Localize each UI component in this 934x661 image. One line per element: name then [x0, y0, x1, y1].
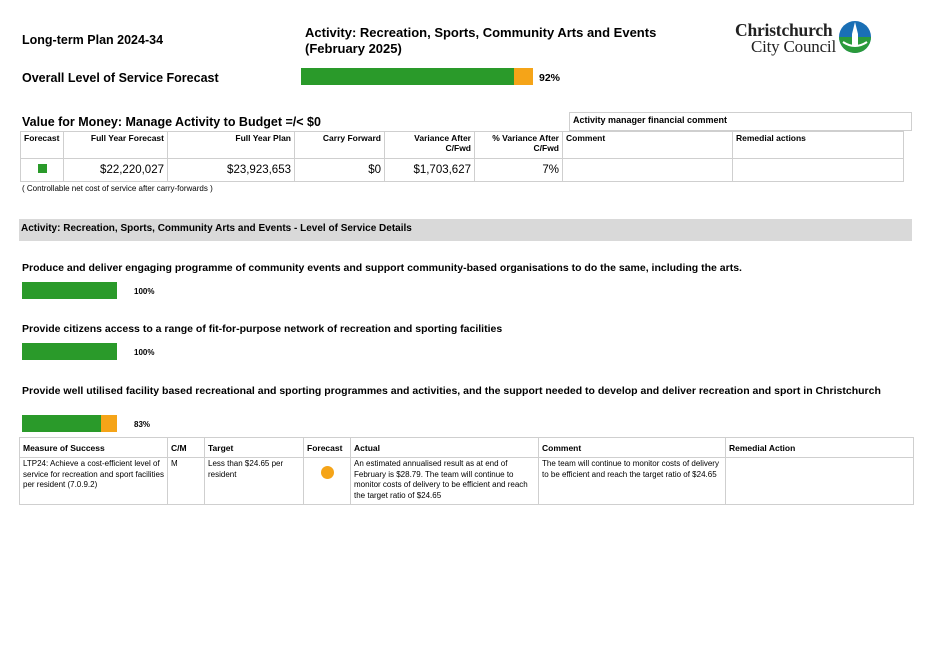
- manager-comment-title: Activity manager financial comment: [569, 112, 912, 131]
- full-year-forecast-value: $22,220,027: [64, 159, 168, 182]
- goal-3-progress-bar: [22, 415, 117, 432]
- status-green-square: [38, 164, 47, 173]
- col-actual: Actual: [351, 438, 539, 458]
- col-target: Target: [205, 438, 304, 458]
- pct-variance-value: 7%: [475, 159, 563, 182]
- col-forecast: Forecast: [304, 438, 351, 458]
- table-row: [20, 458, 914, 505]
- section-header: Activity: Recreation, Sports, Community Arts and Events - Level of Service Details: [19, 219, 912, 241]
- col-forecast: Forecast: [21, 132, 64, 159]
- col-comment: Comment: [563, 132, 733, 159]
- financial-row: [21, 159, 904, 182]
- overall-forecast-label: Overall Level of Service Forecast: [22, 71, 219, 85]
- overall-percent: 92%: [539, 72, 561, 84]
- goal-3-orange-segment: [101, 415, 117, 432]
- col-cm: C/M: [168, 438, 205, 458]
- cathedral-icon: [838, 20, 872, 54]
- vfm-title: Value for Money: Manage Activity to Budget =/< $0: [22, 115, 321, 129]
- forecast-status-cell: [21, 159, 64, 182]
- goal-2-progress-bar: [22, 343, 117, 360]
- council-logo: [735, 20, 875, 60]
- col-variance: Variance After C/Fwd: [385, 132, 475, 159]
- overall-progress-bar: [301, 68, 533, 85]
- activity-title: Activity: Recreation, Sports, Community Arts and Events: [305, 25, 657, 40]
- financial-table: [20, 131, 904, 182]
- measures-header-row: [20, 438, 914, 458]
- goal-3-text: Provide well utilised facility based recreational and sporting programmes and activities, and the support needed to develop and deliver recreation and sport in Christchurch: [22, 385, 881, 397]
- actual-cell: An estimated annualised result as at end of February is $28.79. The team will continue to monitor costs of delivery to be efficient and reach the target ratio of $24.65: [351, 458, 539, 505]
- goal-1-text: Produce and deliver engaging programme of community events and support community-based organisations to do the same, including the arts.: [22, 262, 742, 274]
- status-orange-dot: [321, 466, 334, 479]
- activity-header: [305, 25, 685, 56]
- col-measure: Measure of Success: [20, 438, 168, 458]
- plan-title: Long-term Plan 2024-34: [22, 33, 164, 47]
- col-remedial-action: Remedial Action: [726, 438, 914, 458]
- col-carry-forward: Carry Forward: [295, 132, 385, 159]
- col-full-year-plan: Full Year Plan: [168, 132, 295, 159]
- goal-1-percent: 100%: [134, 287, 155, 296]
- overall-green-segment: [301, 68, 514, 85]
- goal-3-green-segment: [22, 415, 101, 432]
- financial-note: ( Controllable net cost of service after carry-forwards ): [22, 184, 213, 193]
- logo-line1: Christchurch: [735, 20, 833, 40]
- measure-cell: LTP24: Achieve a cost-efficient level of service for recreation and sport facilities per resident (7.0.9.2): [20, 458, 168, 505]
- carry-forward-value: $0: [295, 159, 385, 182]
- cm-cell: M: [168, 458, 205, 505]
- goal-2-green-segment: [22, 343, 117, 360]
- goal-1-green-segment: [22, 282, 117, 299]
- forecast-cell: [304, 458, 351, 505]
- variance-value: $1,703,627: [385, 159, 475, 182]
- goal-2-text: Provide citizens access to a range of fit-for-purpose network of recreation and sporting facilities: [22, 323, 503, 335]
- measures-table: [19, 437, 914, 505]
- goal-3-percent: 83%: [134, 420, 151, 429]
- remedial-cell: [726, 458, 914, 505]
- report-period: (February 2025): [305, 40, 402, 56]
- col-comment: Comment: [539, 438, 726, 458]
- target-cell: Less than $24.65 per resident: [205, 458, 304, 505]
- goal-1-progress-bar: [22, 282, 117, 299]
- col-remedial: Remedial actions: [733, 132, 904, 159]
- logo-line2: City Council: [751, 37, 836, 56]
- full-year-plan-value: $23,923,653: [168, 159, 295, 182]
- col-pct-variance: % Variance After C/Fwd: [475, 132, 563, 159]
- col-full-year-forecast: Full Year Forecast: [64, 132, 168, 159]
- remedial-value: [733, 159, 904, 182]
- comment-cell: The team will continue to monitor costs of delivery to be efficient and reach the target ratio of $24.65: [539, 458, 726, 505]
- comment-value: [563, 159, 733, 182]
- financial-header-row: [21, 132, 904, 159]
- overall-orange-segment: [514, 68, 533, 85]
- goal-2-percent: 100%: [134, 348, 155, 357]
